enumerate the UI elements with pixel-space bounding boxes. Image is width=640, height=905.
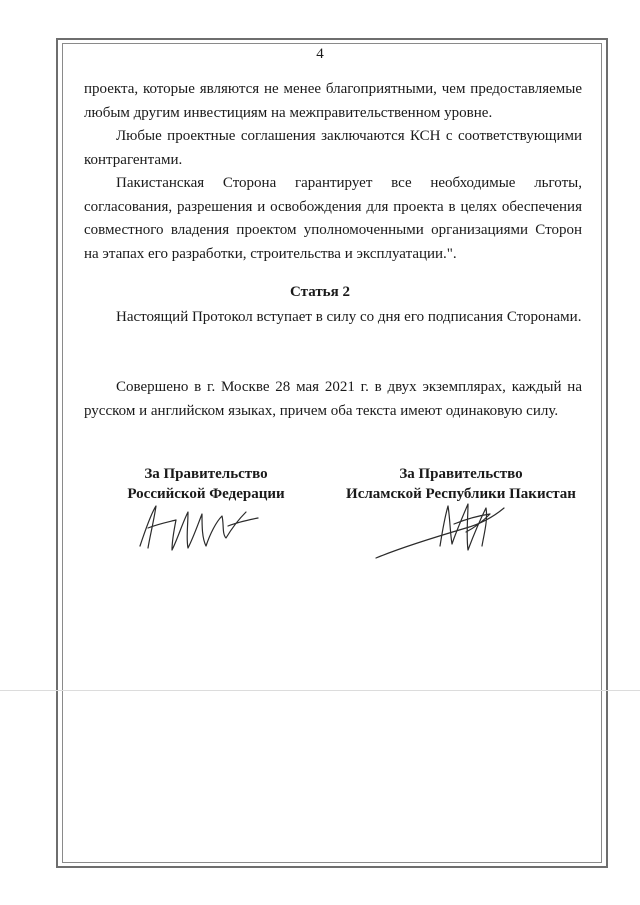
paragraph-done-at bbox=[84, 376, 582, 423]
page-number: 4 bbox=[316, 46, 324, 62]
signature-caption-line1: За Правительство bbox=[144, 466, 268, 482]
signature-caption-line2: Российской Федерации bbox=[127, 486, 285, 502]
paragraph-text: Совершено в г. Москве 28 мая 2021 г. в двух экземплярах, каждый на русском и английском языках, причем оба текста имеют одинаковую силу. bbox=[84, 379, 582, 419]
paragraph-text: Пакистанская Сторона гарантирует все необходимые льготы, согласования, разрешения и освобождения для проекта в целях обеспечения совместного владения проектом уполномоченными организациями Сторон на этапах его разработки, строительства и эксплуатации.". bbox=[84, 175, 582, 262]
signature-caption-line1: За Правительство bbox=[399, 466, 523, 482]
paragraph-text: Любые проектные соглашения заключаются КСН с соответствующими контрагентами. bbox=[84, 128, 582, 168]
scan-artifact-line bbox=[0, 690, 640, 691]
article-heading: Статья 2 bbox=[290, 284, 350, 300]
paragraph-text: Настоящий Протокол вступает в силу со дня его подписания Сторонами. bbox=[116, 309, 582, 325]
signature-caption-line2: Исламской Республики Пакистан bbox=[346, 486, 576, 502]
paragraph-text: проекта, которые являются не менее благоприятными, чем предоставляемые любым другим инвестициям на межправительственном уровне. bbox=[84, 81, 582, 121]
paragraph-continuation bbox=[84, 78, 582, 125]
handwritten-signature-russia bbox=[132, 498, 262, 558]
paragraph-project-agreements bbox=[84, 125, 582, 172]
paragraph-entry-into-force bbox=[84, 306, 582, 330]
handwritten-signature-pakistan bbox=[370, 494, 520, 566]
paragraph-pakistan-guarantees bbox=[84, 172, 582, 266]
